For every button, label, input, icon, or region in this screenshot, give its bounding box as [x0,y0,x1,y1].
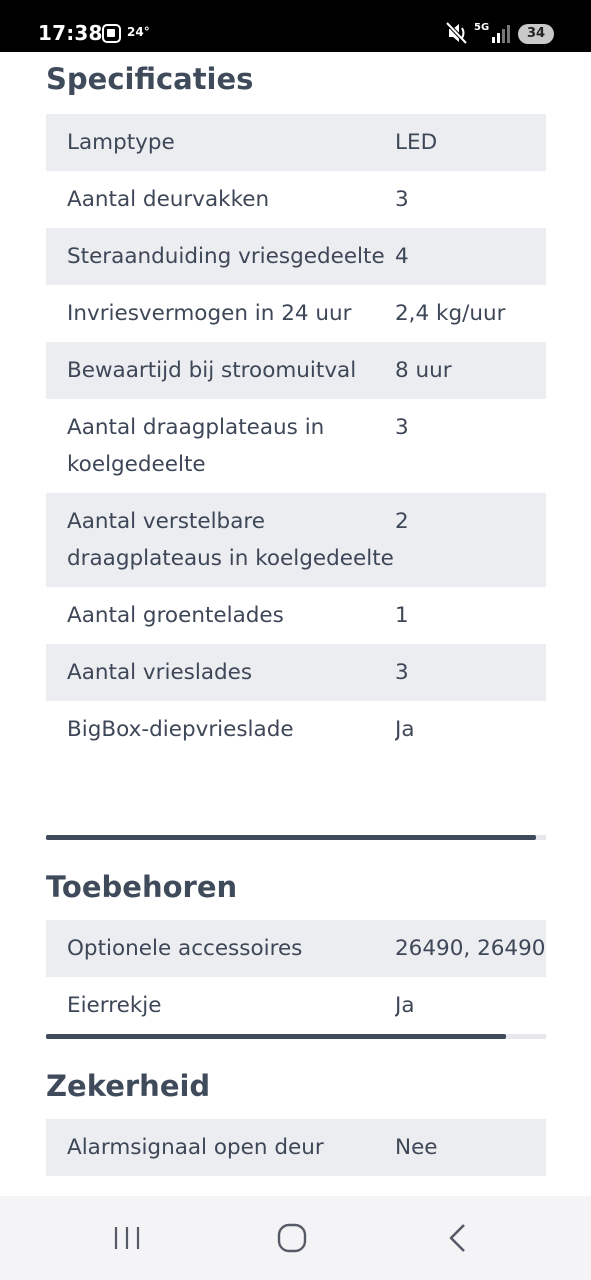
row-label: Steraanduiding vriesgedeelte [67,244,385,269]
table-row [46,285,546,342]
row-label: Optionele accessoires [67,936,303,961]
specs-table[interactable] [46,114,546,758]
row-value: 2,4 kg/uur [395,301,506,326]
row-label: Bewaartijd bij stroomuitval [67,358,357,383]
row-value: Ja [395,717,415,742]
signal-icon [492,24,512,43]
row-label: Aantal groentelades [67,603,284,628]
navigation-bar [0,1196,591,1280]
row-value: LED [395,130,438,155]
specs-horizontal-scrollbar[interactable] [46,835,546,840]
row-label: Invriesvermogen in 24 uur [67,301,352,326]
screen-record-icon [102,24,121,43]
battery-icon: 34 [518,24,554,44]
temperature: 24° [127,25,150,39]
home-button[interactable] [252,1196,332,1280]
row-label: Aantal draagplateaus in koelgedeelte [67,415,325,477]
row-value: Nee [395,1135,438,1160]
table-row [46,171,546,228]
table-row [46,399,546,493]
row-value: 4 [395,244,409,269]
row-label: BigBox-diepvrieslade [67,717,294,742]
home-icon [276,1222,308,1254]
network-type: 5G [474,22,490,33]
table-row [46,701,546,758]
recent-apps-button[interactable] [87,1196,167,1280]
section-title-specificaties: Specificaties [46,62,254,96]
row-value: 26490, 26490 [395,936,546,961]
specifications-page[interactable] [0,52,591,1196]
row-value: 8 uur [395,358,452,383]
table-row [46,114,546,171]
row-value: 1 [395,603,409,628]
accessories-table[interactable] [46,920,546,1034]
recent-apps-icon [112,1225,142,1251]
row-value: 3 [395,660,409,685]
table-row [46,920,546,977]
row-value: 3 [395,187,409,212]
safety-table[interactable] [46,1119,546,1176]
scrollbar-thumb[interactable] [46,1034,506,1039]
row-label: Aantal deurvakken [67,187,270,212]
row-label: Alarmsignaal open deur [67,1135,324,1160]
table-row [46,228,546,285]
back-icon [446,1222,470,1254]
scrollbar-thumb[interactable] [46,835,536,840]
table-row [46,587,546,644]
row-label: Eierrekje [67,993,162,1018]
clock: 17:38 [38,21,103,45]
row-label: Aantal vrieslades [67,660,253,685]
row-value: 2 [395,509,409,534]
row-label: Lamptype [67,130,175,155]
table-row [46,644,546,701]
table-row [46,1119,546,1176]
section-title-zekerheid: Zekerheid [46,1069,211,1103]
table-row [46,342,546,399]
mute-icon [446,21,468,45]
table-row [46,977,546,1034]
row-value: Ja [395,993,415,1018]
table-row [46,493,546,587]
row-label: Aantal verstelbare draagplateaus in koelgedeelte [67,509,394,571]
section-title-toebehoren: Toebehoren [46,870,238,904]
status-bar [0,0,591,52]
row-value: 3 [395,415,409,440]
accessories-horizontal-scrollbar[interactable] [46,1034,546,1039]
back-button[interactable] [418,1196,498,1280]
